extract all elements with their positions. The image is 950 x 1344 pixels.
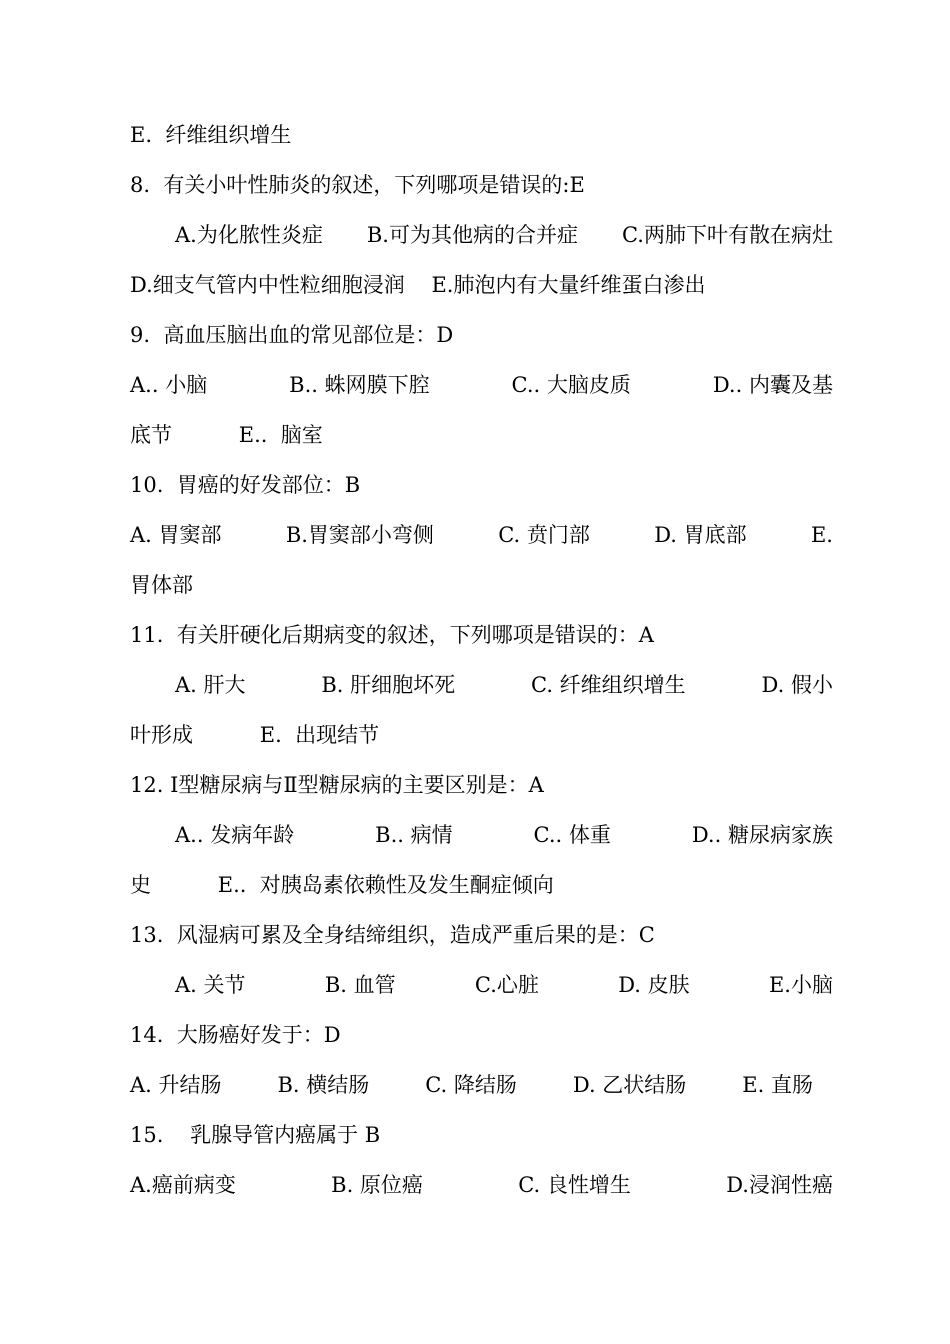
option-line: E. 纤维组织增生 — [130, 123, 292, 147]
option: D. 皮肤 — [618, 973, 690, 997]
option: B.胃窦部小弯侧 — [285, 523, 434, 547]
options-row — [175, 972, 833, 998]
option: C. 纤维组织增生 — [531, 673, 686, 697]
options-row — [175, 222, 833, 248]
option: E. — [810, 523, 833, 547]
option: D.浸润性癌 — [726, 1173, 833, 1197]
options-row — [130, 372, 833, 398]
option: A. 升结肠 — [130, 1073, 222, 1097]
option: B.. 病情 — [375, 823, 453, 847]
option: D.. 糖尿病家族 — [691, 823, 833, 847]
option: C.两肺下叶有散在病灶 — [621, 223, 833, 247]
option-line: 底节 E.. 脑室 — [130, 423, 323, 447]
option: C.. 体重 — [533, 823, 611, 847]
option-line: 胃体部 — [130, 573, 193, 597]
option: C. 降结肠 — [425, 1073, 517, 1097]
option: E. 直肠 — [742, 1073, 813, 1097]
option: D. 乙状结肠 — [572, 1073, 687, 1097]
option: D.. 内囊及基 — [712, 373, 833, 397]
option: A. 胃窦部 — [130, 523, 222, 547]
options-row — [175, 672, 833, 698]
option: A.癌前病变 — [130, 1173, 236, 1197]
question-9: 9. 高血压脑出血的常见部位是：D — [130, 323, 454, 347]
options-row — [130, 1172, 833, 1198]
option: A.. 发病年龄 — [175, 823, 295, 847]
option: B. 原位癌 — [331, 1173, 423, 1197]
option: B.. 蛛网膜下腔 — [289, 373, 430, 397]
options-row — [130, 522, 833, 548]
option: B.可为其他病的合并症 — [366, 223, 578, 247]
question-10: 10. 胃癌的好发部位：B — [130, 473, 361, 497]
option: B. 肝细胞坏死 — [321, 673, 456, 697]
question-12: 12. Ⅰ型糖尿病与Ⅱ型糖尿病的主要区别是：A — [130, 773, 544, 797]
question-8: 8. 有关小叶性肺炎的叙述，下列哪项是错误的:E — [130, 173, 585, 197]
option: C. 良性增生 — [518, 1173, 631, 1197]
option: C.. 大脑皮质 — [511, 373, 631, 397]
question-15: 15. 乳腺导管内癌属于 B — [130, 1123, 381, 1147]
question-11: 11. 有关肝硬化后期病变的叙述，下列哪项是错误的：A — [130, 623, 654, 647]
option: C. 贲门部 — [498, 523, 590, 547]
option-line: D.细支气管内中性粒细胞浸润 E.肺泡内有大量纤维蛋白渗出 — [130, 273, 706, 297]
question-14: 14. 大肠癌好发于：D — [130, 1023, 341, 1047]
option: A. 关节 — [175, 973, 246, 997]
option-line: 史 E.. 对胰岛素依赖性及发生酮症倾向 — [130, 873, 554, 897]
option: A. 肝大 — [175, 673, 246, 697]
question-13: 13. 风湿病可累及全身结缔组织，造成严重后果的是：C — [130, 923, 655, 947]
option: D. 胃底部 — [654, 523, 747, 547]
option: C.心脏 — [474, 973, 539, 997]
option: A.. 小脑 — [130, 373, 208, 397]
option: D. 假小 — [761, 673, 833, 697]
option: B. 横结肠 — [277, 1073, 370, 1097]
option: E.小脑 — [768, 973, 833, 997]
option: A.为化脓性炎症 — [175, 223, 323, 247]
option-line: 叶形成 E. 出现结节 — [130, 723, 380, 747]
options-row — [175, 822, 833, 848]
option: B. 血管 — [324, 973, 396, 997]
options-row — [130, 1072, 813, 1098]
